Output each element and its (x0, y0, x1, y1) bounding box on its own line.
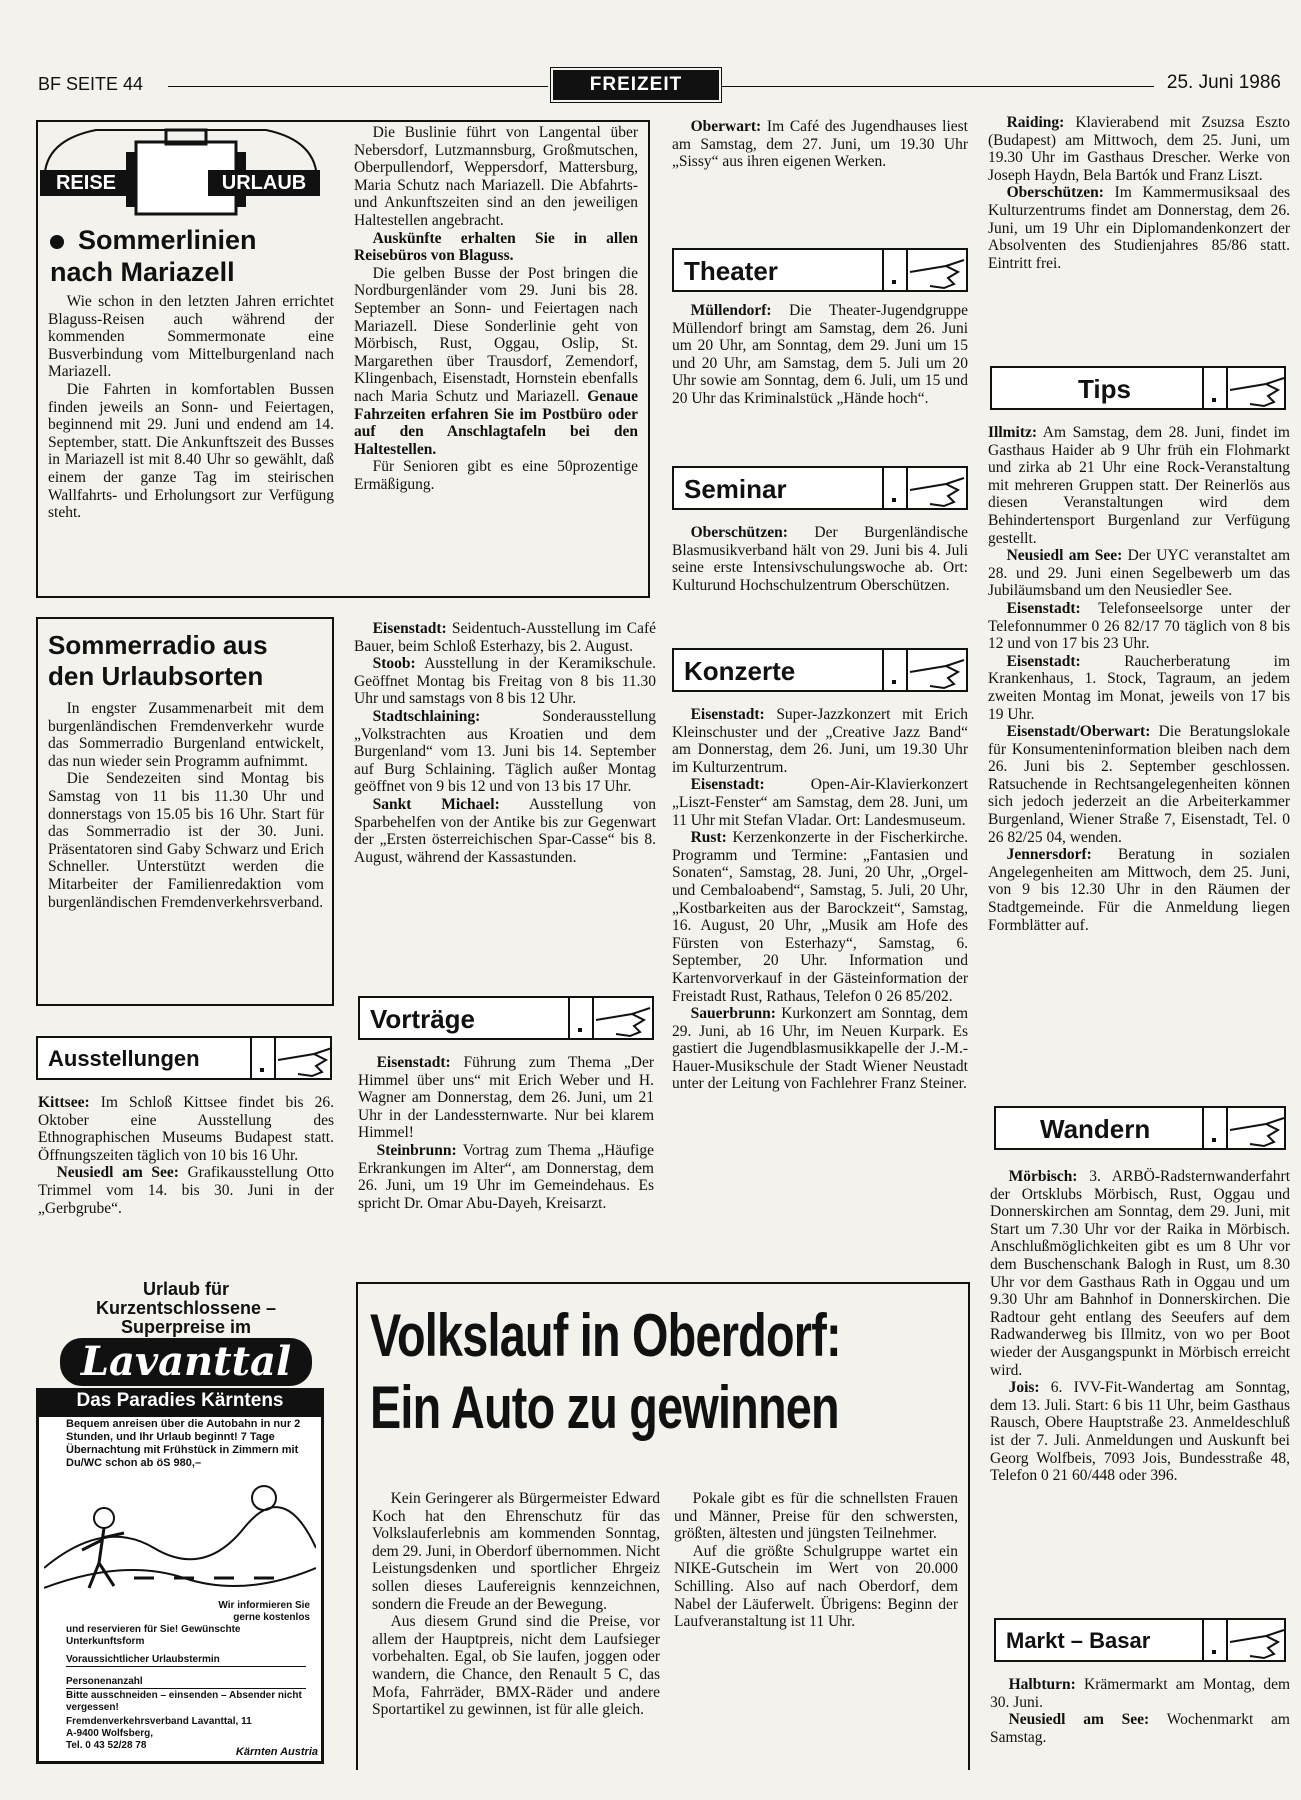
travel-col2: Die Buslinie führt von Langental über Nebersdorf, Lutzmannsburg, Großmutschen, Oberpullendorf, Weppersdorf, Mattersburg, Maria Schutz nach Mariazell. Die Abfahrts- und Ankunftszeiten sind an den jeweiligen Haltestellen angebracht. Auskünfte erhalten Sie in allen Reisebüros von Blaguss. Die gelben Busse der Post bringen die Nordburgenländer vom 29. Juni bis 28. September an Sonn- und Feiertagen nach Mariazell. Diese Sonderlinie geht von Mörbisch, Rust, Oggau, Oslip, St. Margarethen über Trausdorf, Zemendorf, Klingenbach, Eisenstadt, Hornstein ebenfalls nach Maria Schutz und Mariazell. Genaue Fahrzeiten erfahren Sie im Postbüro oder auf den Anschlagtafeln bei den Haltestellen. Für Senioren gibt es eine 50prozentige Ermäßigung. (354, 124, 639, 493)
pointing-hand-icon (908, 252, 968, 292)
logo-urlaub: URLAUB (208, 170, 320, 196)
volkslauf-col2: Pokale gibt es für die schnellsten Frauen und Männer, Preise für den schwersten, größten, ältesten und jüngsten Teilnehmer. Auf die größte Schulgruppe wartet ein NIKE-Gutschein im Wert von 20.000 Schilling. Also auf nach Oberdorf, dem Nabel der Läuferwelt. Übrigens: Beginn der Laufveranstaltung ist 11 Uhr. (674, 1490, 958, 1631)
lectures-col2: Eisenstadt: Führung zum Thema „Der Himmel über uns“ mit Erich Weber und H. Wagner am Donnerstag, dem 26. Juni, um 21 Uhr in der Landessternwarte. Nur bei klarem Himmel! Steinbrunn: Vortrag zum Thema „Häufige Erkrankungen im Alter“, am Donnerstag, dem 26. Juni, um 19 Uhr im Gemeindehaus. Es spricht Dr. Omar Abu-Dayeh, Kreisarzt. (358, 1054, 654, 1212)
pointing-hand-icon (1228, 1110, 1288, 1150)
volkslauf-headline: Volkslauf in Oberdorf: Ein Auto zu gewinnen (370, 1302, 841, 1441)
pointing-hand-icon (908, 470, 968, 510)
ad-info: Wir informieren Sie gerne kostenlos (218, 1600, 310, 1623)
category-wandern: Wandern (994, 1106, 1286, 1150)
radio-body: In engster Zusammenarbeit mit dem burgenländischen Fremdenverkehr wurde das Sommerradio Burgenland entwickelt, das nun wieder sein Programm aufnimmt. Die Sendezeiten sind Montag bis Samstag von 11 bis 11.30 Uhr und donnerstags von 15.05 bis 16 Uhr. Start für das Sommerradio ist der 30. Juni. Präsentatoren sind Gaby Schwarz und Erich Schneller. Unterstützt werden die Mitarbeiter der Familienredaktion vom burgenländischen Fremdenverkehrsverband. (48, 700, 324, 911)
ad-field-date[interactable]: Voraussichtlicher Urlaubstermin (66, 1654, 306, 1667)
pointing-hand-icon (908, 652, 968, 692)
market-text: Halbturn: Krämermarkt am Montag, dem 30. Juni. Neusiedl am See: Wochenmarkt am Samstag. (990, 1676, 1291, 1746)
logo-reise: REISE (40, 170, 132, 196)
section-tag: FREIZEIT (553, 70, 719, 100)
category-ausstellungen: Ausstellungen (36, 1036, 332, 1080)
volkslauf-col1: Kein Geringerer als Bürgermeister Edward Koch hat den Ehrenschutz für das Volkslauferlebnis am kommenden Sonntag, dem 29. Juni, in Oberdorf übernommen. Nicht Leistungsdenken und sportlicher Ehrgeiz sollen dieses Laufereignis kennzeichnen, sondern die Freude an der Bewegung. Aus diesem Grund sind die Preise, vor allem der Hauptpreis, nicht dem Laufsieger vorbehalten. Egal, ob Sie laufen, joggen oder wandern, die Chance, den Renault 5 C, das Mofa, Fahrräder, BMX-Räder und andere Sportartikel zu gewinnen, ist für alle gleich. (372, 1490, 660, 1719)
issue-date: 25. Juni 1986 (1166, 72, 1281, 93)
ad-footer-logo: Kärnten Austria (235, 1746, 318, 1758)
hiking-text: Mörbisch: 3. ARBÖ-Radsternwanderfahrt der Ortsklubs Mörbisch, Rust, Oggau und Donnerskirchen am Sonntag, dem 29. Juni, mit Start um 7.30 Uhr vor der Raika in Mörbisch. Anschlußmöglichkeiten gibt es um 8 Uhr vor dem Buschenschank Balogh in Rust, um 8.30 Uhr vor dem Gasthaus Rath in Oggau und um 9.30 Uhr am Bahnhof in Donnerskirchen. Die Radtour geht entlang des Seeufers auf dem Radwanderweg bis Illmitz, von wo per Boot wieder der Ausgangspunkt in Mörbisch erreicht wird. Jois: 6. IVV-Fit-Wandertag am Sonntag, dem 13. Juli. Start: 6 bis 11 Uhr, beim Gasthaus Rausch, Obere Hauptstraße 23. Anmeldeschluß ist der 7. Juli. Anmeldungen und Auskunft bei Georg Wolfbeis, 7093 Jois, Bundesstraße 48, Telefon 0 21 60/448 oder 396. (990, 1168, 1291, 1485)
ad-address: Fremdenverkehrsverband Lavanttal, 11 A-9400 Wolfsberg, Tel. 0 43 52/28 78 (66, 1716, 252, 1751)
travel-col1: Wie schon in den letzten Jahren errichtet Blaguss-Reisen auch während der kommenden Sommermonate eine Busverbindung vom Mittelburgenland nach Mariazell. Die Fahrten in komfortablen Bussen finden jeweils an Sonn- und Feiertagen, beginnend mit 29. Juni und endend am 14. September, statt. Die Ankunftszeit des Busses in Mariazell ist mit 8.40 Uhr so gewählt, daß einem der ganze Tag im steirischen Wallfahrts- und Erholungsort zur Verfügung steht. (48, 293, 334, 522)
hiker-illustration-icon (44, 1478, 316, 1598)
category-vortraege: Vorträge (358, 996, 654, 1040)
page-number: BF SEITE 44 (38, 74, 144, 94)
tips-text: Illmitz: Am Samstag, dem 28. Juni, findet im Gasthaus Haider ab 9 Uhr früh ein Flohmarkt und zirka ab 21 Uhr eine Rock-Veranstaltung mit mehreren Gruppen statt. Der Reinerlös aus diesen Veranstaltungen wird dem Behindertensport Burgenland zur Verfügung gestellt. Neusiedl am See: Der UYC veranstaltet am 28. und 29. Juni einen Segelbewerb um das Jubiläumsband um den Neusiedler See. Eisenstadt: Telefonseelsorge unter der Telefonnummer 0 26 82/17 70 täglich von 8 bis 12 und von 17 bis 23 Uhr. Eisenstadt: Raucherberatung im Krankenhaus, 1. Stock, Tagraum, an jedem zweiten Montag im Monat, jeweils von 17 bis 19 Uhr. Eisenstadt/Oberwart: Die Beratungslokale für Konsumenteninformation bleiben nach dem 26. Juni bis 2. September geschlossen. Ratsuchende in Rechtsangelegenheiten können sich jedoch jederzeit an die Arbeiterkammer Burgenland, Wiener Straße 7, Eisenstadt, Tel. 0 26 82/25 04, wenden. Jennersdorf: Beratung in sozialen Angelegenheiten am Mittwoch, dem 25. Juni, von 9 bis 12.30 Uhr in den Räumen der Stadtgemeinde. Für die Anmeldung liegen Formblätter auf. (988, 424, 1291, 934)
seminar-text: Oberschützen: Der Burgenländische Blasmusikverband hält von 29. Juni bis 4. Juli seine erste Intensivschulungswoche ab. Ort: Kulturund Hochschulzentrum Oberschützen. (672, 524, 969, 594)
exhibitions-col2: Eisenstadt: Seidentuch-Ausstellung im Café Bauer, beim Schloß Esterhazy, bis 2. August. Stoob: Ausstellung in der Keramikschule. Geöffnet Montag bis Freitag von 8 bis 11.30 Uhr und samstags von 8 bis 12 Uhr. Stadtschlaining: Sonderausstellung „Volkstrachten aus Kroatien und dem Burgenland“ vom 13. Juni bis 14. September auf Burg Schlaining. Täglich außer Montag geöffnet von 9 bis 12 und von 13 bis 17 Uhr. Sankt Michael: Ausstellung von Sparbehelfen von der Antike bis zur Gegenwart der „Ersten österreichischen Spar-Casse“ bis 8. August, während der Kassastunden. (354, 620, 656, 866)
ad-cut-note: Bitte ausschneiden – einsenden – Absender nicht vergessen! (66, 1690, 302, 1713)
exhibitions-col1: Kittsee: Im Schloß Kittsee findet bis 26. Oktober eine Ausstellung des Ethnographischen Museums Budapest statt. Öffnungszeiten täglich von 10 bis 16 Uhr. Neusiedl am See: Grafikausstellung Otto Trimmel vom 14. bis 30. Juni in der „Gerbgrube“. (38, 1094, 334, 1217)
category-tips: Tips (990, 366, 1286, 410)
pointing-hand-icon (594, 1000, 654, 1040)
ad-brand: Lavanttal (60, 1338, 312, 1386)
concerts-col3: Eisenstadt: Super-Jazzkonzert mit Erich Kleinschuster und der „Creative Jazz Band“ am Donnerstag, dem 26. Juni, um 19.30 Uhr im Kulturzentrum. Eisenstadt: Open-Air-Klavierkonzert „Liszt-Fenster“ am Samstag, dem 28. Juni, um 11 Uhr mit Stefan Vladar. Ort: Landesmuseum. Rust: Kerzenkonzerte in der Fischerkirche. Programm und Termine: „Fantasien und Sonaten“, Samstag, 28. Juni, 20 Uhr, „Orgel- und Cembaloabend“, Samstag, 5. Juli, 20 Uhr, „Kostbarkeiten aus der Barockzeit“, Samstag, 16. August, 20 Uhr, „Musik am Hofe des Fürsten von Esterhazy“, Samstag, 6. September, 20 Uhr. Information und Kartenvorverkauf in der Gästeinformation der Freistadt Rust, Rathaus, Telefon 0 26 85/202. Sauerbrunn: Kurkonzert am Sonntag, dem 29. Juni, ab 16 Uhr, im Neuen Kurpark. Es gastiert die Jugendblasmusikkapelle der J.-M.-Hauer-Musikschule der Stadt Wiener Neustadt unter der Leitung von Fachlehrer Franz Steiner. (672, 706, 968, 1093)
category-theater: Theater (672, 248, 968, 292)
ad-order: und reservieren für Sie! Gewünschte Unterkunftsform (66, 1624, 241, 1647)
concerts-col4: Raiding: Klavierabend mit Zsuzsa Eszto (Budapest) am Mittwoch, dem 25. Juni, um 19.30 Uhr im Gasthaus Drescher. Werke von Joseph Haydn, Bela Bartók und Franz Liszt. Oberschützen: Im Kammermusiksaal des Kulturzentrums findet am Donnerstag, dem 26. Juni, um 19 Uhr ein Diplomandenkonzert der Absolventen des Studienjahres 85/86 statt. Eintritt frei. (988, 114, 1290, 272)
pointing-hand-icon (1228, 370, 1288, 410)
header-rule-right (722, 86, 1154, 87)
category-konzerte: Konzerte (672, 648, 968, 692)
ad-intro: Bequem anreisen über die Autobahn in nur 2 Stunden, und Ihr Urlaub beginnt! 7 Tage Übernachtung mit Frühstück in Zimmern mit Du/WC schon ab öS 980,– (66, 1418, 301, 1469)
pointing-hand-icon (1228, 1622, 1288, 1662)
header-rule-left (168, 86, 548, 87)
ad-field-persons[interactable]: Personenanzahl (66, 1676, 306, 1689)
bullet-icon (50, 235, 64, 249)
radio-headline: Sommerradio aus den Urlaubsorten (48, 630, 268, 691)
theater-text: Müllendorf: Die Theater-Jugendgruppe Müllendorf bringt am Samstag, dem 26. Juni um 20 Uhr, am Sonntag, dem 29. Juni um 15 und 20 Uhr, am Samstag, dem 5. Juli um 20 Uhr sowie am Sonntag, dem 6. Juli, um 15 und 20 Uhr das Kriminalstück „Hände hoch“. (672, 302, 969, 407)
category-markt: Markt – Basar (994, 1618, 1286, 1662)
ad-title: Urlaub für Kurzentschlossene – Superpreise im (95, 1279, 277, 1337)
pointing-hand-icon (276, 1040, 336, 1080)
travel-headline: Sommerlinien nach Mariazell (50, 225, 257, 287)
ad-tagline: Das Paradies Kärntens (36, 1388, 324, 1414)
category-seminar: Seminar (672, 466, 968, 510)
oberwart-block: Oberwart: Im Café des Jugendhauses liest am Samstag, dem 27. Juni, um 19.30 Uhr „Sissy“ aus ihren eigenen Werken. (672, 118, 968, 171)
ad-illustration (44, 1478, 316, 1598)
